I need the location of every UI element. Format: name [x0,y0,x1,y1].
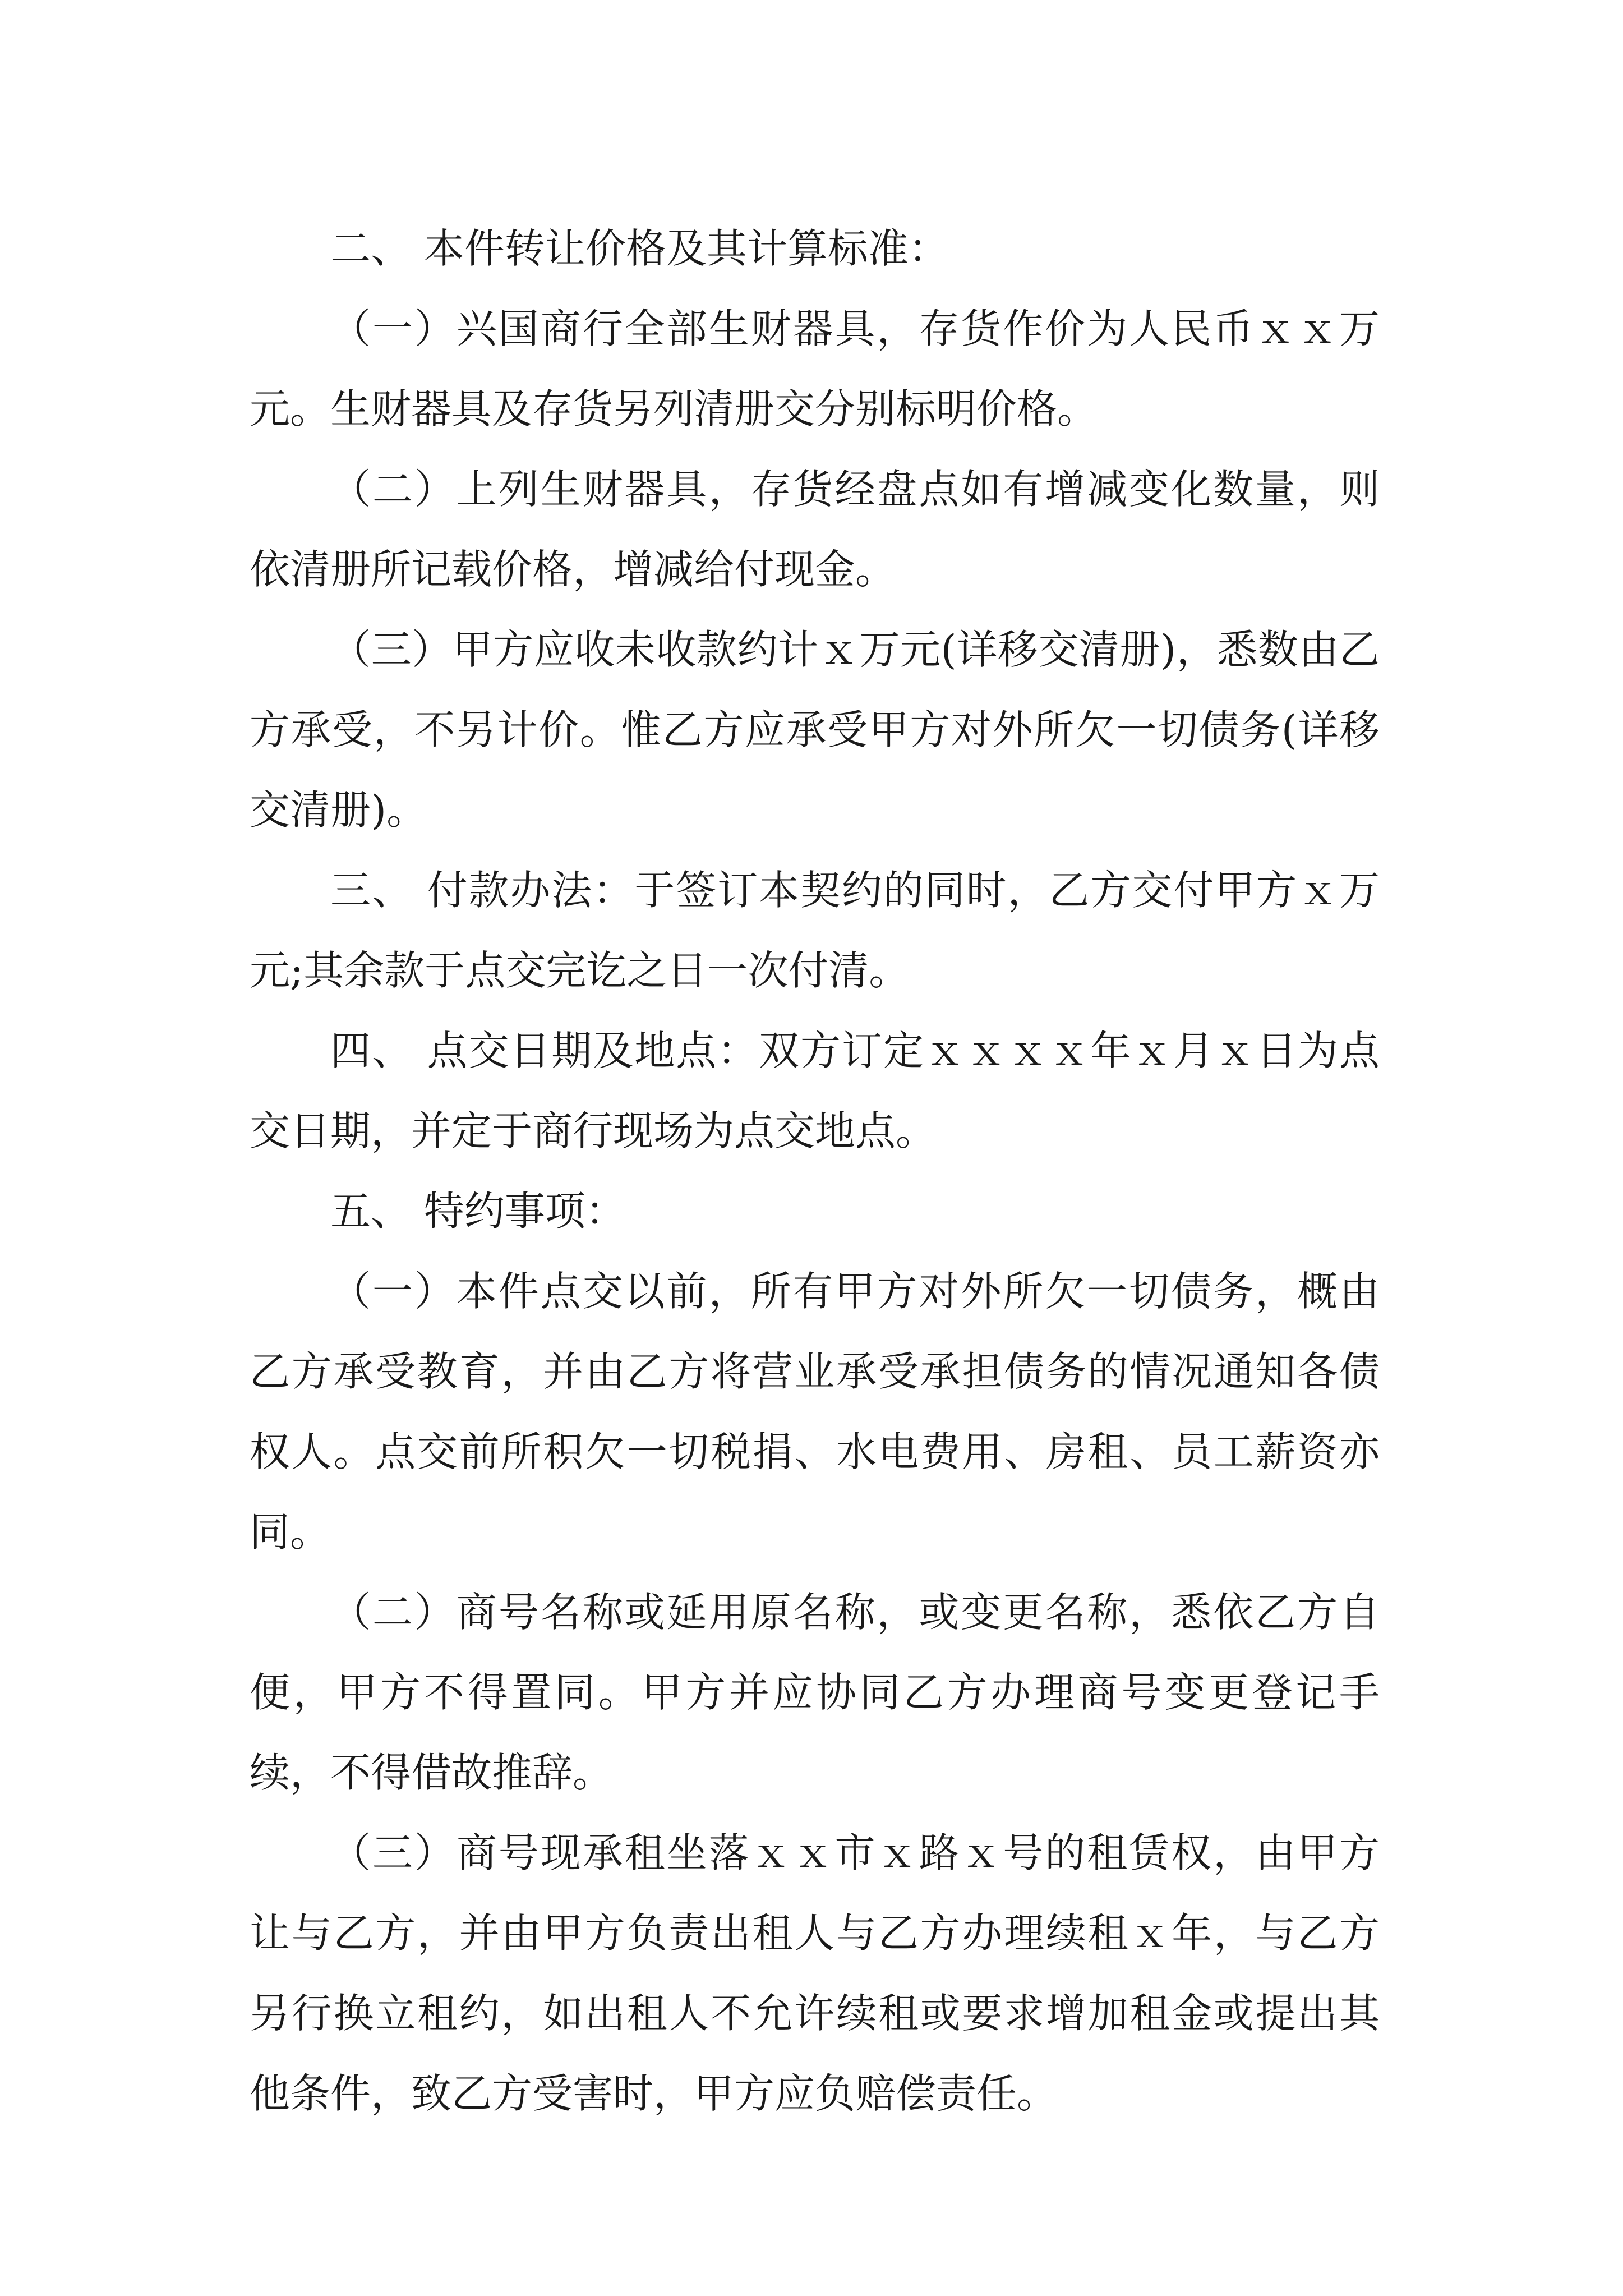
clause-5-item-2: （二）商号名称或延用原名称，或变更名称，悉依乙方自便，甲方不得置同。甲方并应协同乙方办理商号变更登记手续，不得借故推辞。 [250,1589,1380,1796]
document-body [250,209,1380,2134]
clause-5-heading: 五、 特约事项： [330,1188,626,1235]
clause-2-heading: 二、 本件转让价格及其计算标准： [330,225,949,272]
clause-5-item-3: （三）商号现承租坐落ｘｘ市ｘ路ｘ号的租赁权，由甲方让与乙方，并由甲方负责出租人与乙方办理续租ｘ年，与乙方另行换立租约，如出租人不允许续租或要求增加租金或提出其他条件，致乙方受害时，甲方应负赔偿责任。 [250,1829,1380,2117]
clause-2-item-2: （二）上列生财器具，存货经盘点如有增减变化数量，则依清册所记载价格，增减给付现金。 [250,466,1380,593]
clause-2-item-1: （一）兴国商行全部生财器具，存货作价为人民币ｘｘ万元。生财器具及存货另列清册交分别标明价格。 [250,305,1380,432]
clause-2-item-3: （三）甲方应收未收款约计ｘ万元(详移交清册)，悉数由乙方承受，不另计价。惟乙方应承受甲方对外所欠一切债务(详移交清册)。 [250,626,1380,834]
clause-4-handover: 四、 点交日期及地点：双方订定ｘｘｘｘ年ｘ月ｘ日为点交日期，并定于商行现场为点交地点。 [250,1027,1380,1154]
clause-5-item-1: （一）本件点交以前，所有甲方对外所欠一切债务，概由乙方承受教育，并由乙方将营业承受承担债务的情况通知各债权人。点交前所积欠一切税捐、水电费用、房租、员工薪资亦同。 [250,1268,1380,1556]
clause-3-payment: 三、 付款办法：于签订本契约的同时，乙方交付甲方ｘ万元;其余款于点交完讫之日一次付清。 [250,867,1380,994]
